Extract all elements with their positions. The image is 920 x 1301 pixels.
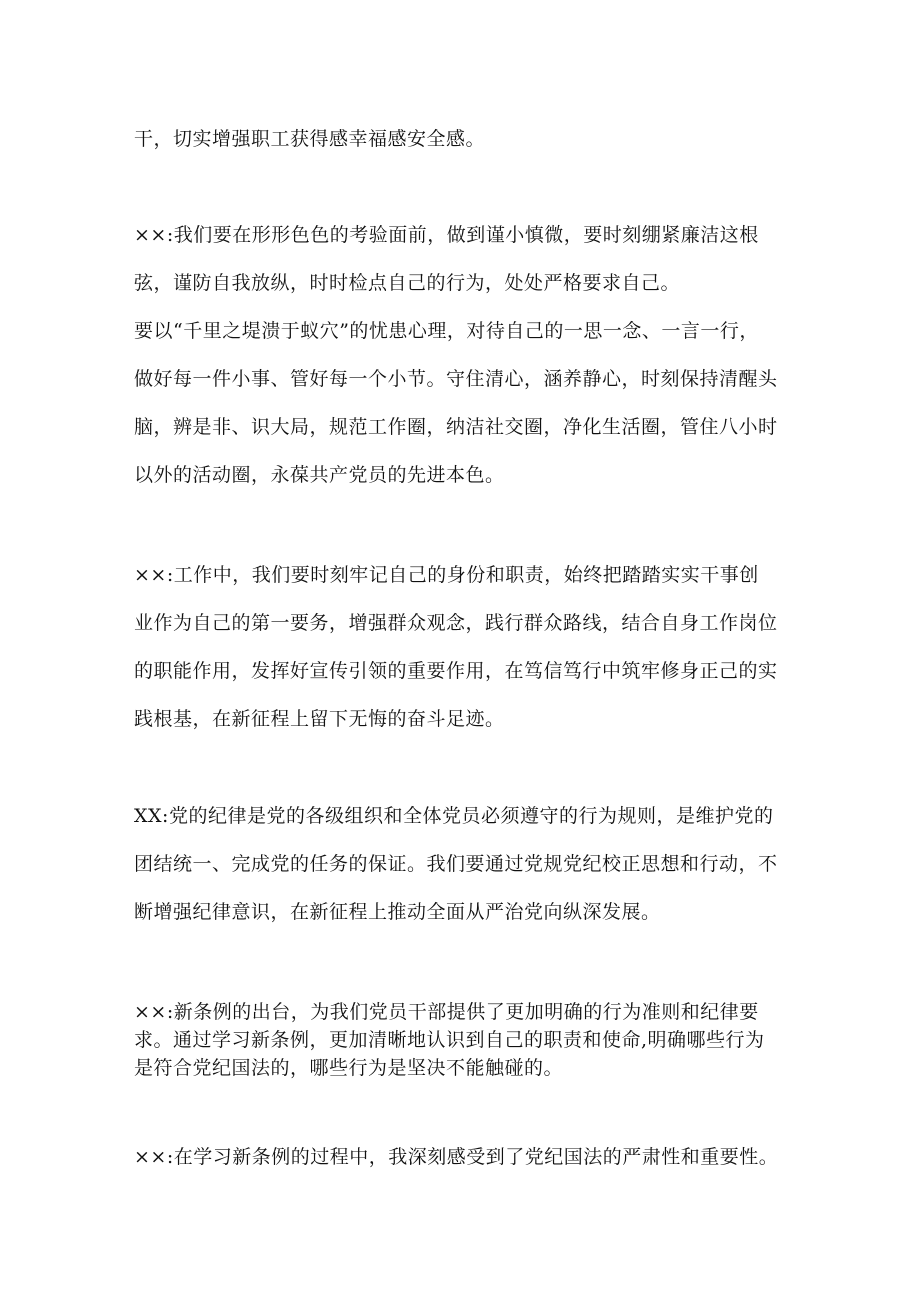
- document-page: 干，切实增强职工获得感幸福感安全感。 ××:我们要在形形色色的考验面前，做到谨小慎微，要时刻绷紧廉洁这根 弦，谨防自我放纵，时时检点自己的行为，处处严格要求自己。 要以“千里之堤溃于蚁穴”的忧患心理，对待自己的一思一念、一言一行， 做好每一件小事、管好每一个小节。守住清心，涵养静心，时刻保持清醒头 脑，辨是非、识大局，规范工作圈，纳洁社交圈，净化生活圈，管住八小时 以外的活动圈，永葆共产党员的先进本色。 ××:工作中，我们要时刻牢记自己的身份和职责，始终把踏踏实实干事创 业作为自己的第一要务，增强群众观念，践行群众路线，结合自身工作岗位 的职能作用，发挥好宣传引领的重要作用，在笃信笃行中筑牢修身正己的实 践根基，在新征程上留下无悔的奋斗足迹。 XX:党的纪律是党的各级组织和全体党员必须遵守的行为规则，是维护党的 团结统一、完成党的任务的保证。我们要通过党规党纪校正思想和行动，不 断增强纪律意识，在新征程上推动全面从严治党向纵深发展。 ××:新条例的出台，为我们党员干部提供了更加明确的行为准则和纪律要 求。通过学习新条例，更加清晰地认识到自己的职责和使命,明确哪些行为 是符合党纪国法的，哪些行为是坚决不能触碰的。 ××:在学习新条例的过程中，我深刻感受到了党纪国法的严肃性和重要性。: [0, 0, 920, 1301]
